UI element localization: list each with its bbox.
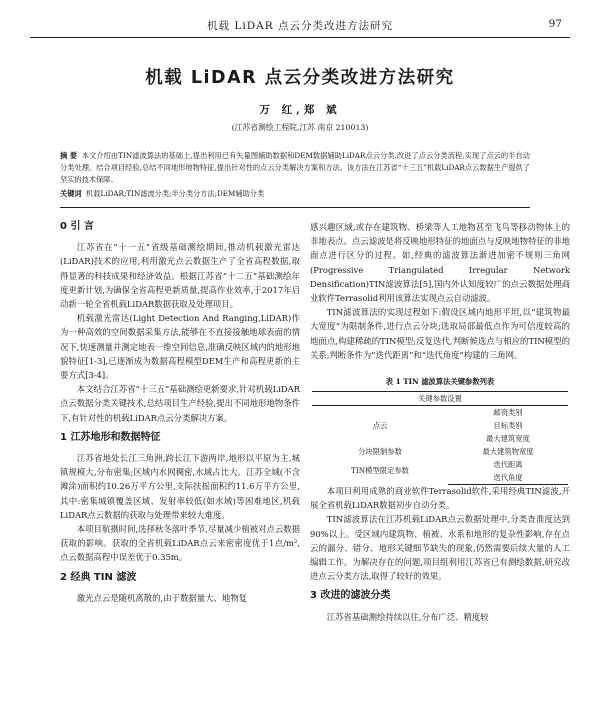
authors: 万 红,郑 斌 [259, 104, 341, 116]
right-column-lower [310, 484, 570, 624]
paragraph: 感兴趣区域,或存在建筑物、桥梁等人工地物甚至飞鸟等移动物体上的非地表点。点云滤波是将反映地形特征的地面点与反映地物特征的非地面点进行区分的过程。如,经典的滤波算法渐进加密不规则三角网(Progressive Triangulated Irregular Network Densification)TIN滤波算法[5],国内外认知度较广的点云数据处理商业软件Terrasolid利用该算法实现点云自动滤波。 [310, 222, 570, 304]
left-column [60, 220, 300, 605]
right-column-upper [310, 220, 570, 362]
table-cell: 最大建筑宽度 [486, 433, 530, 443]
table-cell: 邮资类别 [493, 407, 523, 417]
header-rule [30, 37, 570, 38]
section-heading-terrain: 1 江苏地形和数据特征 [60, 431, 161, 443]
table-cell: 目标类别 [493, 420, 523, 430]
table-cell: 最大建筑物宽度 [482, 446, 534, 456]
table-header: 关键参数设置 [312, 392, 568, 406]
abstract-text: 本文介绍由TIN滤波算法的基础上,提出利用已有矢量图辅助数据和DEM数据辅助LiDAR点云分类,改进了点云分类流程,实现了点云的半自动分类处理。结合项目经验,总结不同地形地物特征,提出针对性的点云分类解决方案和方法。该方法在江苏省“十三五”机载LiDAR点云数据生产提供了坚实的技术保障。 [60, 151, 530, 184]
table-caption: 表 1 TIN 滤波算法关键参数列表 [385, 377, 495, 386]
table-group-name: TIN模型限定参数 [351, 466, 409, 476]
affiliation: (江苏省测绘工程院,江苏 南京 210013) [231, 123, 369, 132]
keywords [60, 188, 530, 200]
parameter-table [312, 391, 568, 485]
section-heading-tin: 2 经典 TIN 滤波 [60, 571, 137, 583]
section-heading-intro: 0 引 言 [60, 221, 94, 232]
paragraph: 本项目利用成熟的商业软件Terrasolid软件,采用经典TIN滤波,开展全省机载LiDAR数据初步自动分类。 [310, 486, 570, 511]
paragraph: 江苏省地处长江三角洲,跨长江下游两岸,地形以平原为主,城镇规模大,分布密集;区域内水网稠密,水域占比大。江苏全域(不含滩涂)面积约10.26万平方公里,支际扶摇面积约11.6万平方公里,其中:密集城镇覆盖区域、发射率较低(如水域)等困难地区,机载LiDAR点云数据的获取与处理带来较大难度。 [60, 453, 300, 520]
keywords-label: 关键词 [60, 189, 82, 198]
paragraph: 机载激光雷达(Light Detection And Ranging,LiDAR)作为一种高效的空间数据采集方法,能够在不直接接触地球表面的情况下,快速测量并测定地表一维空间信息,准确反映区域内的地形地貌特征[1-3],已逐渐成为数据高程模型DEM生产和高程更新的主要方式[3-4]。 [60, 313, 300, 381]
page-number: 97 [548, 18, 562, 30]
running-header [0, 18, 600, 34]
table-cell: 迭代角度 [448, 471, 568, 485]
keywords-text: 机载LiDAR;TIN滤波分类;半分类分方法;DEM辅助分类 [86, 189, 265, 198]
abstract-rule [60, 207, 530, 208]
paragraph: TIN滤波算法的实现过程如下:假设区域内地形平坦,以“建筑物最大宽度”为限制条件,进行点云分块;选取局部最低点作为可信度较高的地面点,构建稀疏的TIN模型;反复迭代,判断候选点与相应的TIN模型的关系,判断条件为“迭代距离”和“迭代角度”构建的三角网。 [310, 307, 570, 360]
paragraph: 江苏省在“十一五”省级基础测绘期间,推动机载激光雷达(LiDAR)技术的应用,利用激光点云数据生产了全省高程数据,取得显著的科技成果和经济效益。根据江苏省“十二五”基础测绘年度更新计划,为确保全省高程更新质量,提高作业效率,于2017年启动新一轮全省机载LiDAR数据获取及处理项目。 [60, 242, 300, 310]
abstract-label: 摘 要 [60, 151, 78, 160]
paragraph: 本文结合江苏省“十三五”基础测绘更新要求,针对机载LiDAR点云数据分类关键技术,总结项目生产经验,提出不同地形地物条件下,有针对性的机载LiDAR点云分类解决方案。 [60, 384, 300, 423]
abstract [60, 150, 530, 186]
table-group-name: 点云 [372, 420, 388, 430]
running-title: 机载 LiDAR 点云分类改进方法研究 [207, 20, 393, 32]
paragraph: TIN滤波算法在江苏机载LiDAR点云数据处理中,分类查准度达到90%以上。受区域内建筑物、植被、水系和地形的复杂性影响,存在点云的漏分、错分、地形关键细节缺失的现象,仍然需要后续大量的人工编辑工作。为解决存在的问题,项目组利用江苏省已有测绘数据,研究改进点云分类方法,取得了较好的效果。 [310, 514, 570, 582]
table-cell: 迭代距离 [493, 459, 523, 469]
paragraph: 激光点云是随机离散的,由于数据量大、地物复 [76, 592, 247, 603]
section-heading-improved: 3 改进的滤波分类 [310, 590, 391, 602]
paper-title: 机载 LiDAR 点云分类改进方法研究 [145, 68, 455, 88]
paragraph: 本项目航摄时间,选择秋冬落叶季节,尽量减少植被对点云数据获取的影响。获取的全省机载LiDAR点云来密密度优于1点/m²,点云数据高程中误差优于0.35m。 [60, 524, 300, 563]
table-group-name: 分块限制参数 [358, 446, 402, 456]
paragraph: 江苏省基础测绘持续以往,分布广泛、精度较 [326, 611, 489, 622]
